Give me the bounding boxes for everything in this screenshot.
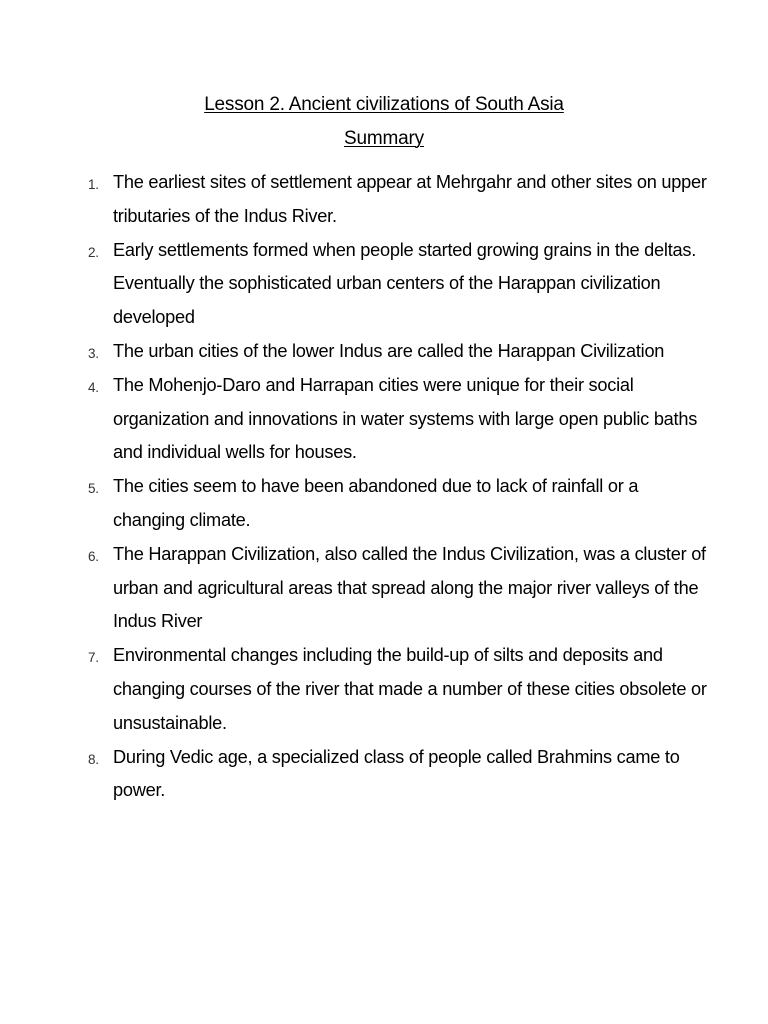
item-number: 3. [88,345,99,361]
item-number: 4. [88,379,99,395]
item-number: 8. [88,751,99,767]
item-text: The cities seem to have been abandoned due to lack of rainfall or a changing climate. [113,476,639,530]
item-text: The Mohenjo-Daro and Harrapan cities were unique for their social organization and innovations in water systems with large open public baths and individual wells for houses. [113,374,698,463]
summary-heading: Summary [344,128,424,149]
list-item [0,234,768,335]
summary-list [0,166,768,808]
list-item [0,470,768,538]
list-item [0,538,768,639]
item-text: The earliest sites of settlement appear at Mehrgahr and other sites on upper tributaries of the Indus River. [113,172,707,226]
list-item [0,639,768,740]
item-number: 1. [88,177,99,192]
list-item [0,369,768,470]
item-text: The urban cities of the lower Indus are called the Harappan Civilization [113,340,665,361]
item-text: Early settlements formed when people started growing grains in the deltas. Eventually the sophisticated urban centers of the Harappan civilization developed [113,239,697,328]
item-text: The Harappan Civilization, also called the Indus Civilization, was a cluster of urban and agricultural areas that spread along the major river valleys of the Indus River [113,543,706,632]
list-item [0,741,768,809]
item-number: 7. [88,650,99,666]
item-text: During Vedic age, a specialized class of people called Brahmins came to power. [113,746,680,801]
item-number: 6. [88,548,99,564]
lesson-title: Lesson 2. Ancient civilizations of South Asia [204,94,564,115]
item-number: 2. [88,244,99,260]
item-text: Environmental changes including the build-up of silts and deposits and changing courses of the river that made a number of these cities obsolete or unsustainable. [113,645,707,733]
list-item [0,166,768,234]
list-item [0,335,768,369]
item-number: 5. [88,481,99,497]
